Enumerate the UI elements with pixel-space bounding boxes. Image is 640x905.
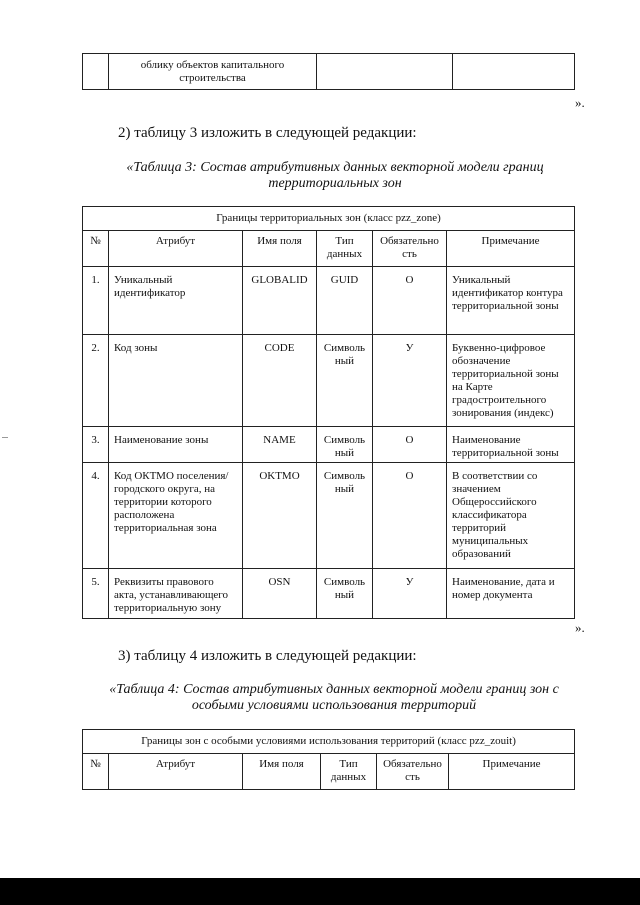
table-3-title: Границы территориальных зон (класс pzz_zone) <box>83 207 575 231</box>
table-3-caption-line1: «Таблица 3: Состав атрибутивных данных векторной модели границ <box>126 160 544 175</box>
header-num: № <box>83 231 109 267</box>
close-quote: ». <box>575 95 585 110</box>
top-fragment-text: облику объектов капитального строительства <box>109 54 317 90</box>
top-fragment-num-cell <box>83 54 109 90</box>
header-attribute: Атрибут <box>109 754 243 790</box>
row-required: О <box>373 427 447 463</box>
header-required: Обязательно сть <box>377 754 449 790</box>
item-3-heading: 3) таблицу 4 изложить в следующей редакции: <box>118 648 417 664</box>
row-attribute: Код зоны <box>109 335 243 427</box>
row-num: 2. <box>83 335 109 427</box>
row-required: О <box>373 463 447 569</box>
header-data-type: Тип данных <box>321 754 377 790</box>
table-3-header-row <box>83 231 575 267</box>
table-row <box>83 335 575 427</box>
row-note: Уникальный идентификатор контура территориальной зоны <box>447 267 575 335</box>
table-4-caption-line1: «Таблица 4: Состав атрибутивных данных векторной модели границ зон с <box>109 682 559 697</box>
row-note: Буквенно-цифровое обозначение территориальной зоны на Карте градостроительного зонирования (индекс) <box>447 335 575 427</box>
row-attribute: Реквизиты правового акта, устанавливающего территориальную зону <box>109 569 243 619</box>
table-row <box>83 427 575 463</box>
row-num: 4. <box>83 463 109 569</box>
row-attribute: Наименование зоны <box>109 427 243 463</box>
row-type: Символь ный <box>317 463 373 569</box>
table-4 <box>82 729 575 790</box>
table-4-header-row <box>83 754 575 790</box>
top-fragment-table <box>82 53 575 90</box>
table-3-caption-line2: территориальных зон <box>268 176 402 191</box>
row-attribute: Уникальный идентификатор <box>109 267 243 335</box>
row-type: Символь ный <box>317 335 373 427</box>
row-field: CODE <box>243 335 317 427</box>
header-required: Обязательно сть <box>373 231 447 267</box>
header-attribute: Атрибут <box>109 231 243 267</box>
row-required: У <box>373 569 447 619</box>
row-required: У <box>373 335 447 427</box>
row-note: Наименование территориальной зоны <box>447 427 575 463</box>
row-type: Символь ный <box>317 569 373 619</box>
table-row <box>83 463 575 569</box>
close-quote: ». <box>575 620 585 635</box>
top-fragment-empty-cell <box>317 54 453 90</box>
header-note: Примечание <box>447 231 575 267</box>
table-row <box>83 569 575 619</box>
scan-bottom-edge <box>0 878 640 905</box>
header-data-type: Тип данных <box>317 231 373 267</box>
table-3-caption <box>90 160 580 192</box>
table-3 <box>82 206 575 619</box>
header-num: № <box>83 754 109 790</box>
table-4-title: Границы зон с особыми условиями использования территорий (класс pzz_zouit) <box>83 730 575 754</box>
row-field: GLOBALID <box>243 267 317 335</box>
row-field: NAME <box>243 427 317 463</box>
row-note: Наименование, дата и номер документа <box>447 569 575 619</box>
table-4-caption <box>86 682 582 714</box>
row-attribute: Код ОКТМО поселения/городского округа, на территории которого расположена территориальная зона <box>109 463 243 569</box>
table-4-caption-line2: особыми условиями использования территорий <box>191 698 477 713</box>
header-field-name: Имя поля <box>243 231 317 267</box>
top-fragment-empty-cell <box>453 54 575 90</box>
table-row <box>83 267 575 335</box>
header-field-name: Имя поля <box>243 754 321 790</box>
row-field: OKTMO <box>243 463 317 569</box>
row-num: 1. <box>83 267 109 335</box>
row-type: GUID <box>317 267 373 335</box>
row-required: О <box>373 267 447 335</box>
row-num: 3. <box>83 427 109 463</box>
row-field: OSN <box>243 569 317 619</box>
row-type: Символь ный <box>317 427 373 463</box>
row-num: 5. <box>83 569 109 619</box>
header-note: Примечание <box>449 754 575 790</box>
scan-margin-mark <box>2 437 8 438</box>
item-2-heading: 2) таблицу 3 изложить в следующей редакции: <box>118 125 417 141</box>
row-note: В соответствии со значением Общероссийского классификатора территорий муниципальных образований <box>447 463 575 569</box>
